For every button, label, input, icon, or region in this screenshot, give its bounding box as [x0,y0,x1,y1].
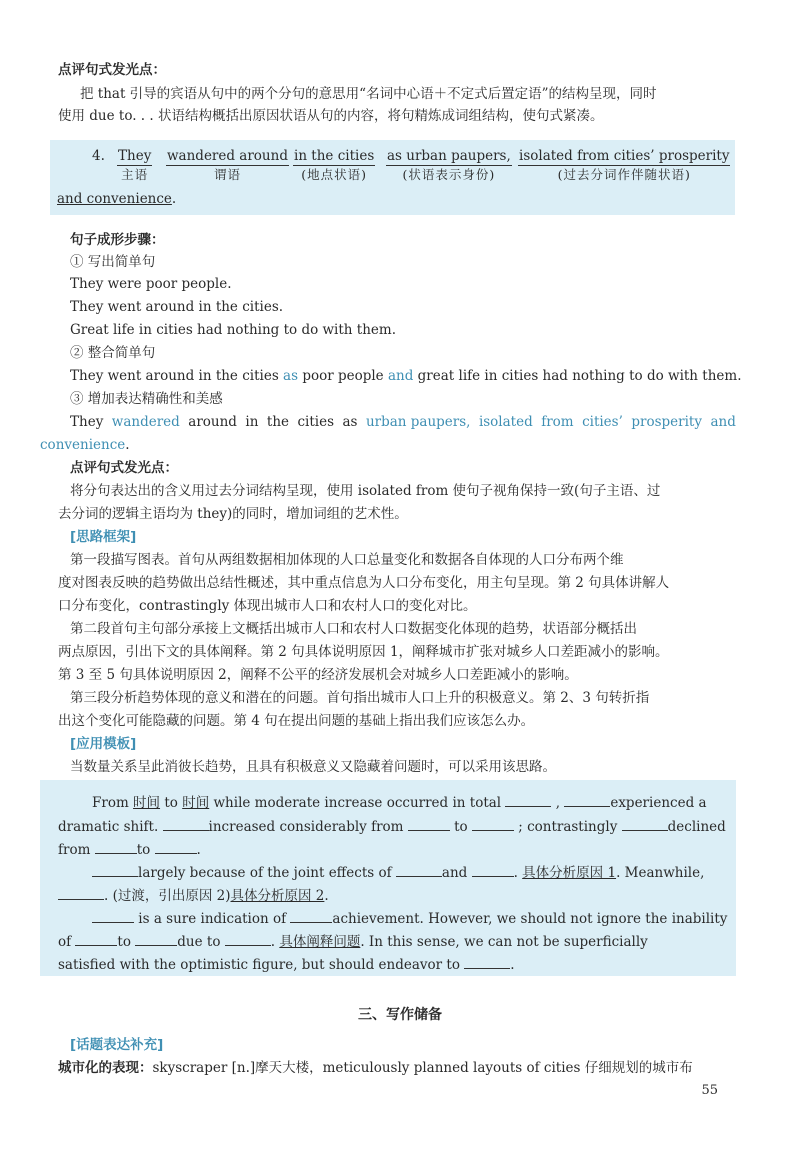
template-line-2 [58,816,726,837]
step-3-continuation [40,435,130,455]
s3-cities: cities [297,414,335,430]
review-text-1b: 使用 due to. . . 状语结构概括出原因状语从句的内容，将句精炼成词组结构，使句式紧凑。 [58,108,604,124]
blank [75,931,117,946]
blank [408,816,450,831]
unit-role: (地点状语) [301,167,367,182]
step-3-sentence [70,412,736,432]
framework-p2-l2: 两点原因，引出下文的具体阐释。第 2 句具体说明原因 1，阐释城市扩张对城乡人口差距减小的影响。 [58,644,669,660]
topic-line [58,1058,693,1078]
t-l7-cn: 具体阐释问题 [279,934,361,950]
template-tag: [应用模板] [70,736,137,752]
section-3-title: 三、写作储备 [358,1007,442,1023]
review-text-1a: 把 that 引导的宾语从句中的两个分句的意思用“名词中心语＋不定式后置定语”的结构呈现，同时 [80,86,657,102]
s3-the: the [266,414,290,430]
t-l3-from: from [58,842,91,858]
steps-heading: 句子成形步骤： [70,232,165,248]
step-1-sentence-b: They went around in the cities. [70,299,284,315]
blank [396,862,442,877]
t-l1-rest: while moderate increase occurred in total [213,795,502,811]
blank [225,931,271,946]
t-l2-b: increased considerably from [208,819,404,835]
framework-tag: [思路框架] [70,529,137,545]
review-text-2a: 将分句表达出的含义用过去分词结构呈现，使用 isolated from 使句子视角保持一致(句子主语、过 [70,483,661,499]
topic-text: skyscraper [n.]摩天大楼，meticulously planned layouts of cities 仔细规划的城市布 [152,1060,693,1076]
unit-word: as urban paupers, [387,148,511,164]
blank [290,908,332,923]
step-2-label: ② 整合简单句 [70,345,156,361]
t-l5-a: . (过渡，引出原因 2) [104,888,231,904]
unit-role: (过去分词作伴随状语) [557,167,691,182]
review-heading-1: 点评句式发光点： [58,62,166,78]
blank [92,862,138,877]
t-l7-end: . In this sense, we can not be superficially [360,934,648,950]
template-line-4 [92,862,704,883]
sentence-unit-subject [117,147,152,184]
t-to: to [164,795,178,811]
s3-as: as [342,414,358,430]
step-1-sentence-a: They were poor people. [70,276,232,292]
t-l2-a: dramatic shift. [58,819,159,835]
t-l3-to: to [136,842,151,858]
step-2-sentence [70,366,742,386]
review-heading-2: 点评句式发光点： [70,460,178,476]
template-line-5 [58,885,329,906]
t-l7-dot: . [270,934,276,950]
review-text-2b: 去分词的逻辑主语均为 they)的同时，增加词组的艺术性。 [58,506,408,522]
sentence-unit-predicate [166,147,289,184]
unit-word: in the cities [294,148,375,164]
s2-part3: great life in cities had nothing to do with them. [413,368,742,384]
t-l8-end: . [510,957,515,973]
framework-p2-l1: 第二段首句主句部分承接上文概括出城市人口和农村人口数据变化体现的趋势，状语部分概括出 [70,621,637,637]
s3-and: and [710,414,736,430]
sentence-unit-identity [386,147,512,184]
blank [155,839,197,854]
sentence-tail-words: and convenience [57,191,172,207]
t-l7-to: to [117,934,131,950]
s3-prosperity: prosperity [631,414,702,430]
step-1-sentence-c: Great life in cities had nothing to do with them. [70,322,396,338]
t-l2-to: to [454,819,468,835]
t-l7-due: due to [177,934,221,950]
step-3-label: ③ 增加表达精确性和美感 [70,391,223,407]
t-l4-dot: . [513,865,518,881]
unit-role: 谓语 [213,167,241,182]
framework-p3-l1: 第三段分析趋势体现的意义和潜在的问题。首句指出城市人口上升的积极意义。第 2、3 句转折指 [70,690,650,706]
s3-from: from [541,414,574,430]
template-line-1 [92,792,707,813]
unit-role: (状语表示身份) [402,167,496,182]
unit-word: isolated from cities’ prosperity [519,148,730,164]
s3-convenience: convenience [40,437,126,453]
template-line-3 [58,839,201,860]
unit-word: wandered around [167,148,288,164]
t-l5-end: . [324,888,329,904]
framework-p1-l1: 第一段描写图表。首句从两组数据相加体现的人口总量变化和数据各自体现的人口分布两个维 [70,552,624,568]
s3-urban: urban paupers, [365,414,471,430]
t-l6-a: is a sure indication of [138,911,287,927]
s3-period: . [125,437,130,453]
template-line-8 [58,954,515,975]
sentence-tail-period: . [171,191,177,207]
sentence-unit-participle [518,147,730,184]
framework-p3-l2: 出这个变化可能隐藏的问题。第 4 句在提出问题的基础上指出我们应该怎么办。 [58,713,535,729]
blank [472,816,514,831]
s3-cities2: cities’ [582,414,623,430]
sentence-unit-place [293,147,375,184]
framework-p1-l3: 口分布变化，contrastingly 体现出城市人口和农村人口的变化对比。 [58,598,477,614]
t-l1-end: experienced a [610,795,707,811]
s3-isolated: isolated [478,414,533,430]
s3-they: They [70,414,104,430]
s3-in: in [245,414,259,430]
t-l6-b: achievement. However, we should not ignore the inability [332,911,728,927]
s3-around: around [188,414,237,430]
t-l5-cn: 具体分析原因 2 [230,888,325,904]
t-l4-and: and [441,865,468,881]
s2-as: as [283,368,299,384]
t-l7-of: of [58,934,72,950]
s3-wandered: wandered [111,414,180,430]
t-l2-c: ; contrastingly [518,819,618,835]
t-l4-end: . Meanwhile, [616,865,705,881]
blank [564,792,610,807]
t-time1: 时间 [133,795,161,811]
t-comma: , [555,795,561,811]
t-l4-a: largely because of the joint effects of [138,865,392,881]
unit-word: They [118,148,152,164]
framework-p2-l3: 第 3 至 5 句具体说明原因 2，阐释不公平的经济发展机会对城乡人口差距减小的影响。 [58,667,578,683]
s2-part2: poor people [298,368,388,384]
t-l2-d: declined [667,819,726,835]
s2-and: and [387,368,414,384]
sentence-tail [57,190,176,208]
blank [58,885,104,900]
blank [163,816,209,831]
blank [464,954,510,969]
t-l4-cn: 具体分析原因 1 [522,865,617,881]
blank [92,908,134,923]
framework-p1-l2: 度对图表反映的趋势做出总结性概述，其中重点信息为人口分布变化，用主句呈现。第 2 句具体讲解人 [58,575,670,591]
unit-role: 主语 [121,167,149,182]
t-l3-end: . [196,842,201,858]
t-time2: 时间 [182,795,210,811]
page-number: 55 [701,1083,718,1098]
step-1-label: ① 写出简单句 [70,254,156,270]
blank [95,839,137,854]
sentence-number: 4. [92,148,105,164]
s2-part1: They went around in the cities [70,368,284,384]
t-l8-a: satisfied with the optimistic figure, but should endeavor to [58,957,460,973]
blank [505,792,551,807]
template-intro: 当数量关系呈此消彼长趋势，且具有积极意义又隐藏着问题时，可以采用该思路。 [70,759,556,775]
t-from: From [92,795,129,811]
blank [135,931,177,946]
blank [472,862,514,877]
blank [622,816,668,831]
topic-label: 城市化的表现： [58,1060,153,1076]
topic-tag: [话题表达补充] [70,1037,164,1053]
template-line-6 [92,908,727,929]
template-line-7 [58,931,648,952]
